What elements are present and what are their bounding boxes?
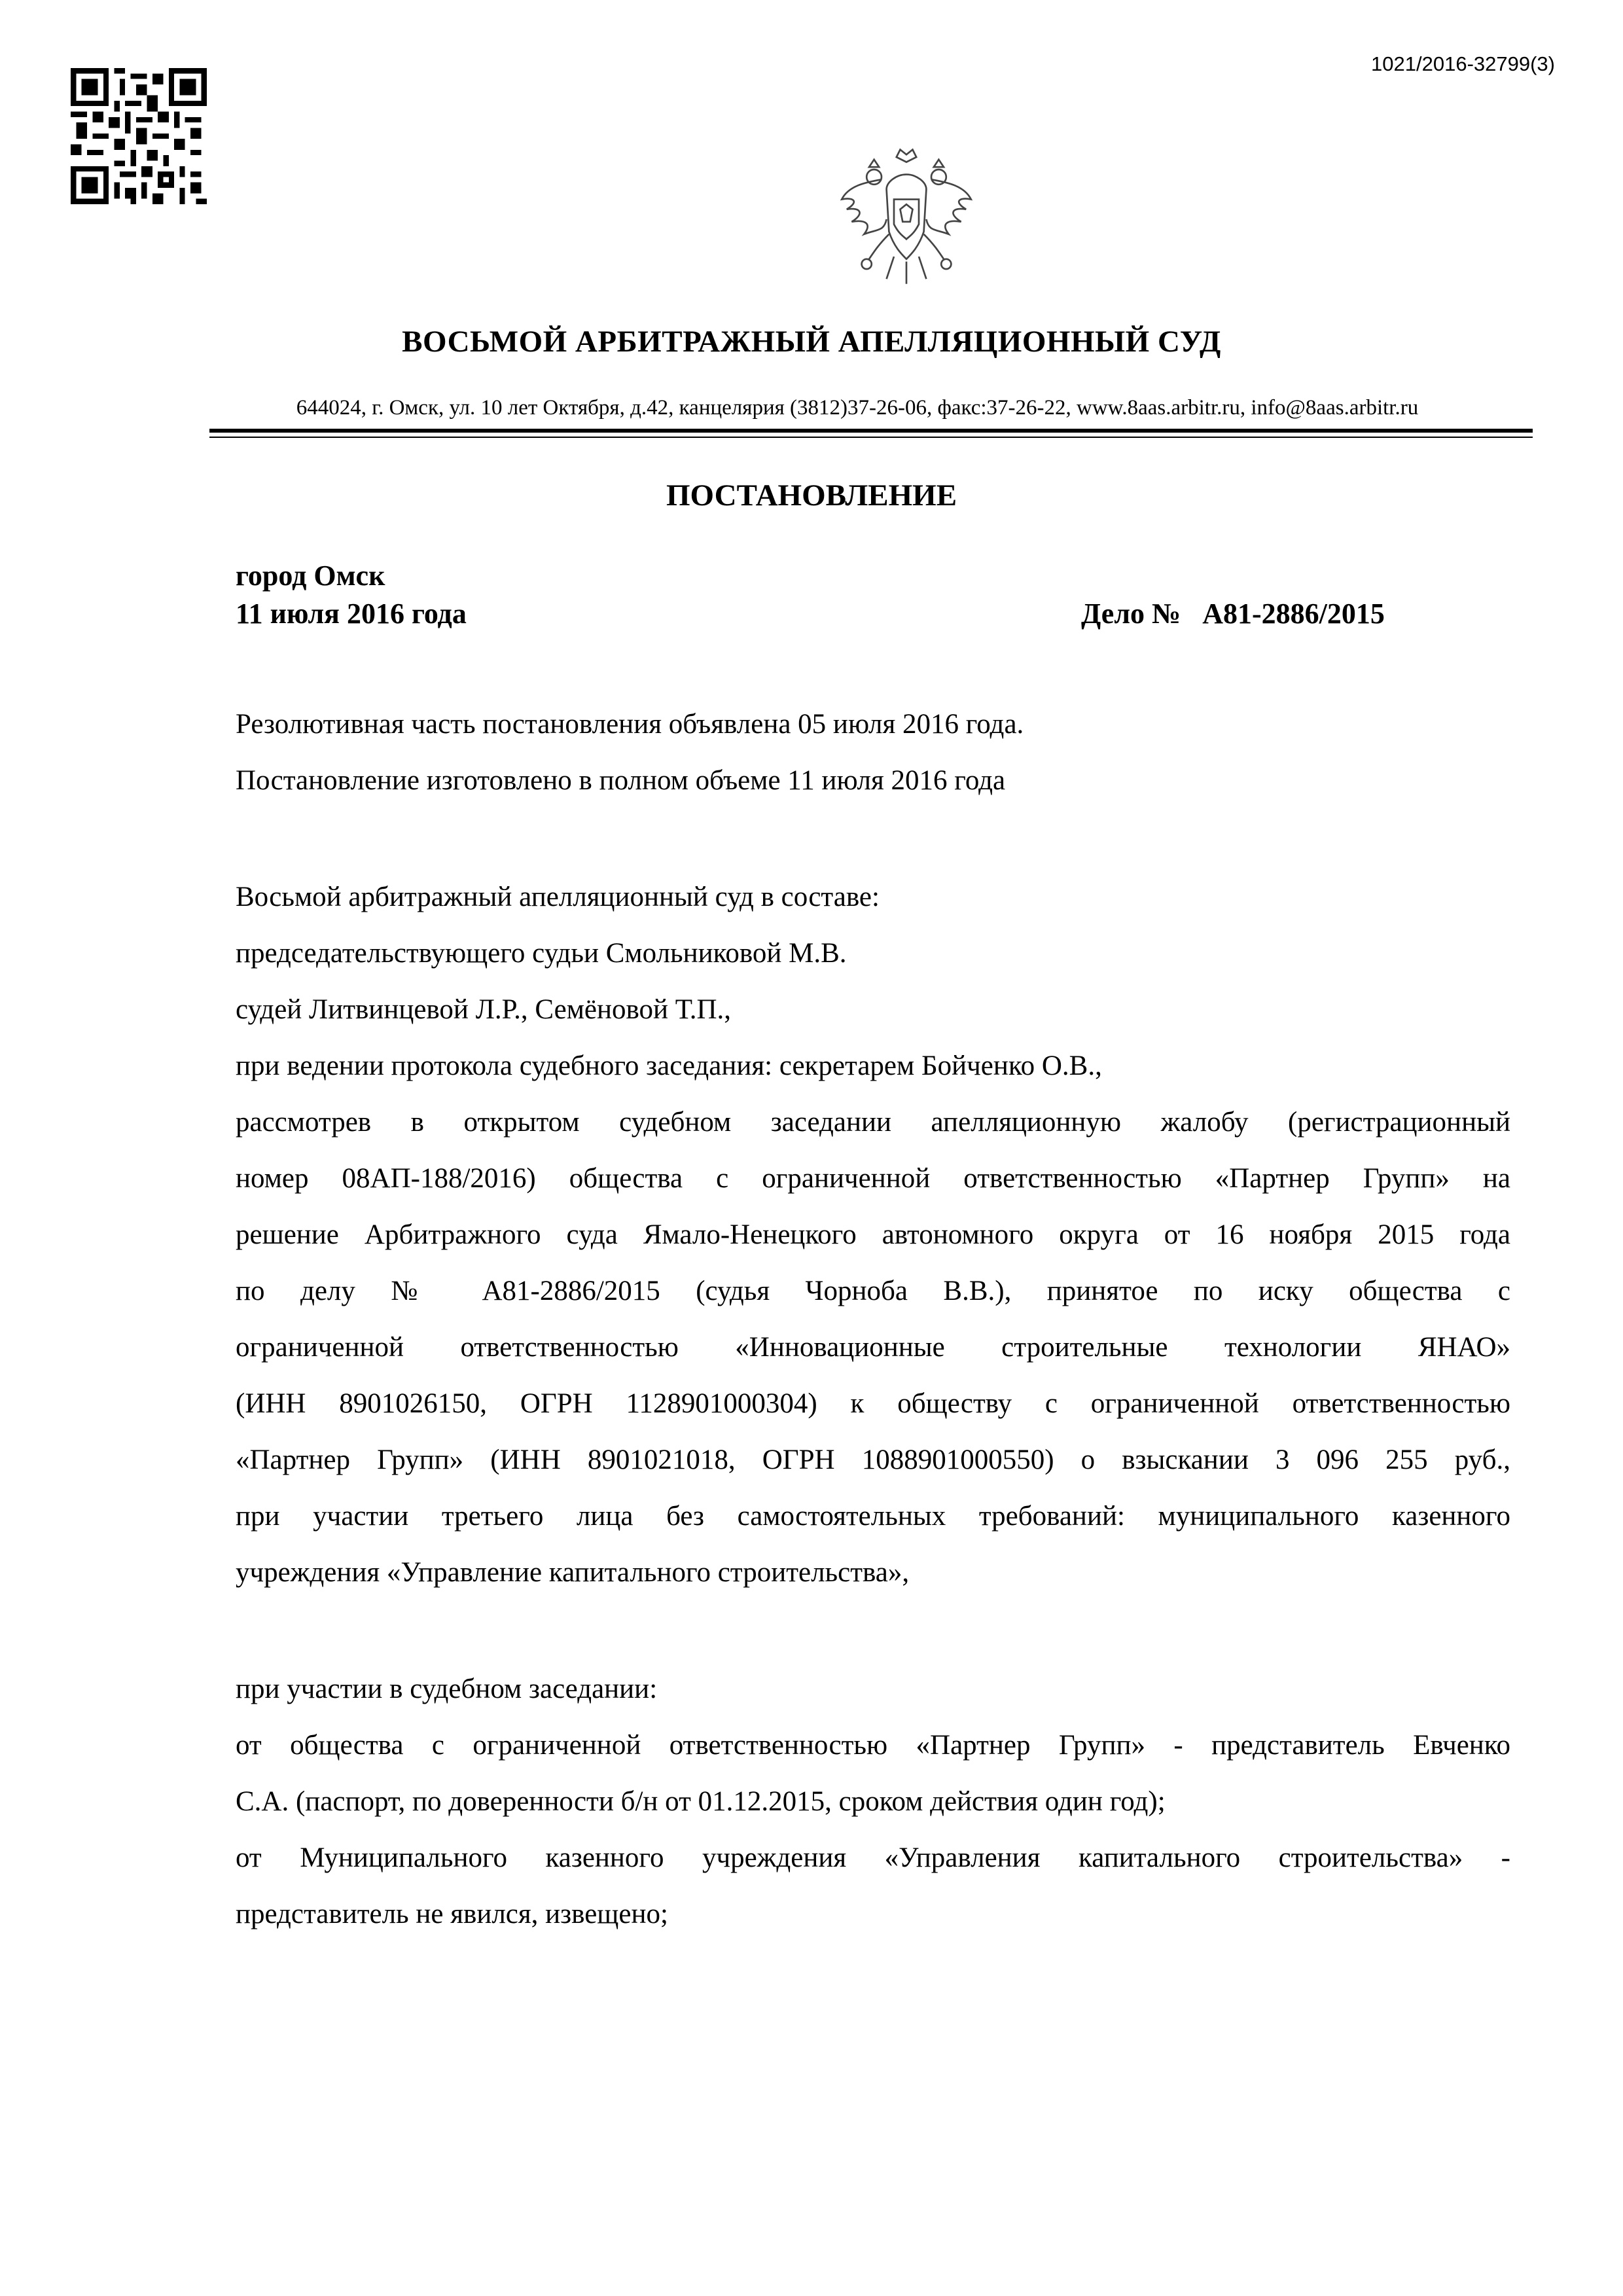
qr-code	[71, 68, 207, 204]
case-number: Дело № А81-2886/2015	[1081, 598, 1385, 630]
text-line: С.А. (паспорт, по доверенности б/н от 01.12.2015, сроком действия один год);	[236, 1786, 1166, 1817]
header-divider-thin	[209, 437, 1533, 438]
text-line: ограниченной ответственностью «Инновационные строительные технологии ЯНАО»	[236, 1332, 1510, 1363]
text-line: председательствующего судьи Смольниковой М.В.	[236, 938, 847, 969]
court-name-heading: ВОСЬМОЙ АРБИТРАЖНЫЙ АПЕЛЛЯЦИОННЫЙ СУД	[402, 325, 1221, 359]
text-line: Постановление изготовлено в полном объеме 11 июля 2016 года	[236, 765, 1006, 796]
text-line: номер 08АП-188/2016) общества с ограниченной ответственностью «Партнер Групп» на	[236, 1163, 1510, 1194]
text-line: представитель не явился, извещено;	[236, 1899, 668, 1929]
document-title: ПОСТАНОВЛЕНИЕ	[666, 478, 957, 512]
text-line: учреждения «Управление капитального строительства»,	[236, 1557, 910, 1588]
text-line: решение Арбитражного суда Ямало-Ненецкого автономного округа от 16 ноября 2015 года	[236, 1219, 1510, 1250]
text-line: по делу № А81-2886/2015 (судья Чорноба В.В.), принятое по иску общества с	[236, 1276, 1510, 1306]
text-line: от Муниципального казенного учреждения «Управления капитального строительства» -	[236, 1842, 1510, 1873]
document-number: 1021/2016-32799(3)	[1371, 52, 1555, 75]
text-line: судей Литвинцевой Л.Р., Семёновой Т.П.,	[236, 994, 732, 1025]
text-line: Восьмой арбитражный апелляционный суд в составе:	[236, 882, 880, 912]
text-line: «Партнер Групп» (ИНН 8901021018, ОГРН 1088901000550) о взыскании 3 096 255 руб.,	[236, 1444, 1510, 1475]
text-line: Резолютивная часть постановления объявлена 05 июля 2016 года.	[236, 709, 1024, 740]
city-line: город Омск	[236, 560, 385, 592]
text-line: от общества с ограниченной ответственностью «Партнер Групп» - представитель Евченко	[236, 1730, 1510, 1761]
text-line: при участии в судебном заседании:	[236, 1674, 658, 1704]
text-line: рассмотрев в открытом судебном заседании апелляционную жалобу (регистрационный	[236, 1107, 1510, 1138]
coat-of-arms-icon	[832, 144, 981, 295]
date-line: 11 июля 2016 года	[236, 598, 467, 630]
text-line: при ведении протокола судебного заседания: секретарем Бойченко О.В.,	[236, 1050, 1102, 1081]
header-divider-thick	[209, 429, 1533, 433]
text-line: при участии третьего лица без самостоятельных требований: муниципального казенного	[236, 1501, 1510, 1532]
court-address: 644024, г. Омск, ул. 10 лет Октября, д.42, канцелярия (3812)37-26-06, факс:37-26-22, www.8aas.arbitr.ru, info@8aas.arbitr.ru	[296, 396, 1419, 420]
text-line: (ИНН 8901026150, ОГРН 1128901000304) к обществу с ограниченной ответственностью	[236, 1388, 1510, 1419]
